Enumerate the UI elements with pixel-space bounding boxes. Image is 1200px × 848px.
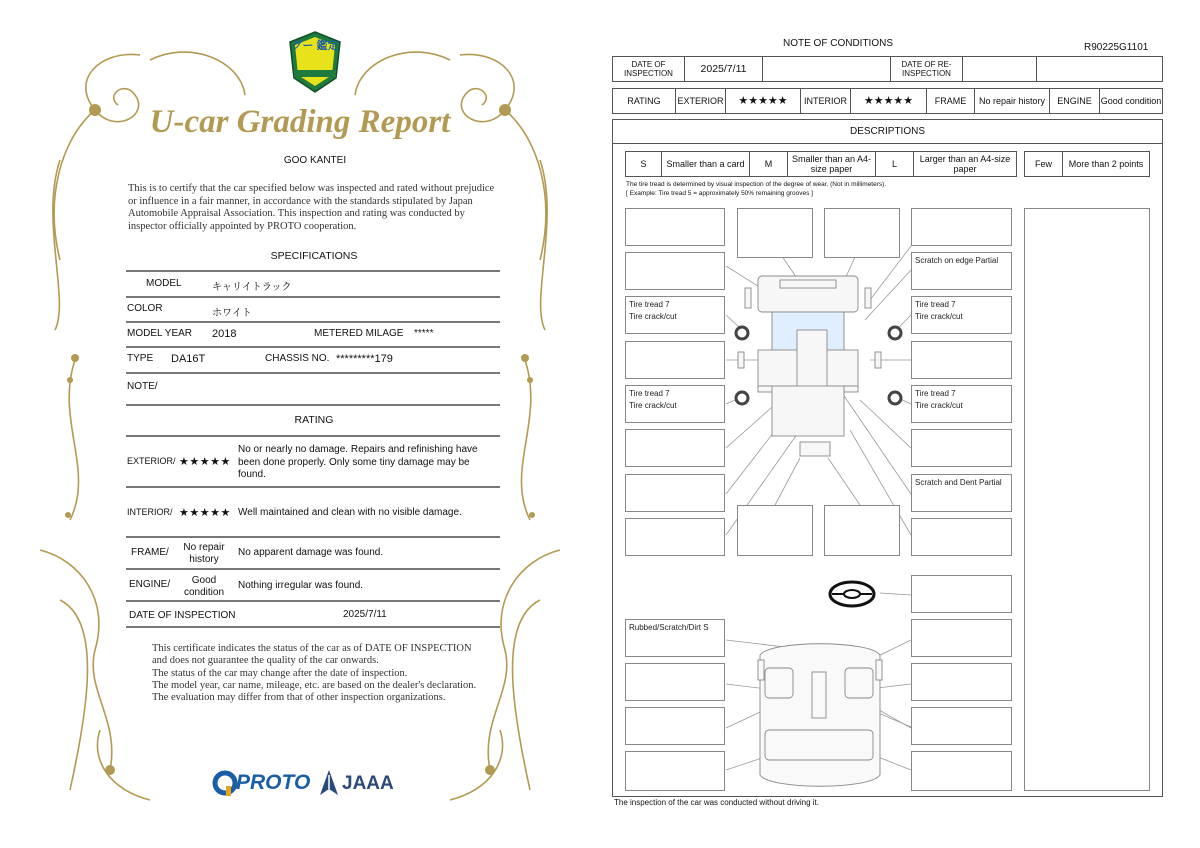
legend-text-s: Smaller than a card [662,152,750,176]
legend-key-few: Few [1025,152,1063,176]
note-left-front-tire-tread: Tire tread 7 [629,300,670,309]
note-box [824,505,900,556]
note-box [911,208,1012,246]
steering-wheel-icon [830,582,874,606]
date-label: DATE OF INSPECTION [613,57,685,81]
note-left-front-tire-crack: Tire crack/cut [629,312,677,321]
disclaimer-line: This certificate indicates the status of the car as of DATE OF INSPECTION and does not guarantee the quality of the car onwards. [152,643,472,667]
chassis-label: CHASSIS NO. [265,353,330,364]
note-box [625,208,725,246]
reinspection-label: DATE OF RE-INSPECTION [891,57,963,81]
note-box [625,296,725,334]
legend-text-m: Smaller than an A4-size paper [788,152,876,176]
frame-description: No apparent damage was found. [238,547,384,558]
report-id: R90225G1101 [1084,42,1149,53]
tire-note-line: The tire tread is determined by visual inspection of the degree of wear. (Not in millimeters). [626,181,887,188]
frame-value: No repair history [975,89,1050,113]
proto-logo: PROTO [236,771,311,794]
type-label: TYPE [127,353,154,364]
conditions-footer: The inspection of the car was conducted without driving it. [614,798,819,807]
color-label: COLOR [127,303,163,314]
note-box [911,429,1012,467]
report-title: U-car Grading Report [149,104,451,140]
note-box [911,707,1012,745]
legend-key-s: S [626,152,662,176]
note-box [625,619,725,657]
note-scratch-dent: Scratch and Dent Partial [915,478,1002,487]
note-box [911,252,1012,290]
frame-value: No repair history [183,542,225,565]
note-box [911,341,1012,379]
legend-key-l: L [876,152,914,176]
engine-label: ENGINE [1050,89,1100,113]
note-box [737,505,813,556]
note-box [911,575,1012,613]
model-year-label: MODEL YEAR [127,328,193,339]
note-box [625,429,725,467]
note-box [625,474,725,512]
exterior-label: EXTERIOR [676,89,726,113]
color-value: ホワイト [212,308,252,319]
model-value: キャリイトラック [212,282,292,293]
jaaa-logo-mark [318,769,340,797]
note-box [911,619,1012,657]
note-rubbed-scratch: Rubbed/Scratch/Dirt S [629,623,709,632]
chassis-value: *********179 [336,353,393,365]
exterior-description: No or nearly no damage. Repairs and refinishing have been done properly. Only some tiny damage may be found. [238,444,478,480]
note-scratch-edge: Scratch on edge Partial [915,256,999,265]
note-box [625,751,725,791]
date-of-inspection-value: 2025/7/11 [343,609,387,620]
note-box [911,518,1012,556]
note-box [911,751,1012,791]
interior-description: Well maintained and clean with no visible damage. [238,507,462,518]
legend-key-m: M [750,152,788,176]
note-box [625,385,725,423]
logo-text: グー 鑑定 [291,40,339,52]
note-box [911,663,1012,701]
disclaimer-line: The model year, car name, mileage, etc. are based on the dealer's declaration. [152,679,477,691]
note-box [625,252,725,290]
frame-label: FRAME [927,89,975,113]
rating-heading: RATING [294,414,334,426]
note-box [911,385,1012,423]
interior-label: INTERIOR/ [127,507,173,517]
note-box [625,341,725,379]
metered-mileage-value: ***** [414,328,434,339]
note-right-front-tire-crack: Tire crack/cut [915,312,963,321]
note-label: NOTE/ [127,381,158,392]
certificate-intro: This is to certify that the car specified below was inspected and rated without prejudice or influence in a fair manner, in accordance with the standards stipulated by Japan Automobile Appraisal Association. This inspection and rating was conducted by inspector officially appointed by PROTO cooperation. [128,183,495,232]
tire-note-line: [ Example: Tire tread 5 = approximately 50% remaining grooves ] [626,190,813,197]
note-box [824,208,900,258]
legend-text-l: Larger than an A4-size paper [919,153,1011,174]
model-year-value: 2018 [212,328,237,340]
disclaimer-line: The status of the car may change after the date of inspection. [152,667,408,679]
engine-description: Nothing irregular was found. [238,580,364,591]
note-box [911,296,1012,334]
type-value: DA16T [171,353,206,365]
note-right-rear-tire-tread: Tire tread 7 [915,389,956,398]
note-box [911,474,1012,512]
conditions-title: NOTE OF CONDITIONS [783,38,893,49]
date-value: 2025/7/11 [685,57,763,81]
interior-stars: ★★★★★ [851,89,927,113]
brand-name: GOO KANTEI [283,155,347,166]
note-right-front-tire-tread: Tire tread 7 [915,300,956,309]
note-box [625,663,725,701]
engine-value: Good condition [1100,95,1162,106]
rating-label: RATING [613,89,676,113]
interior-label: INTERIOR [801,89,851,113]
disclaimer-line: The evaluation may differ from that of other inspection organizations. [152,692,446,704]
interior-diagram [758,644,882,787]
note-left-rear-tire-crack: Tire crack/cut [629,401,677,410]
note-of-conditions [600,0,1200,848]
proto-logo-mark [212,770,238,798]
legend-text-few: More than 2 points [1068,158,1144,169]
jaaa-logo: JAAA [342,773,394,794]
model-label: MODEL [146,278,182,289]
exterior-label: EXTERIOR/ [127,456,176,466]
exterior-stars: ★★★★★ [179,456,231,468]
engine-label: ENGINE/ [129,579,171,590]
descriptions-heading: DESCRIPTIONS [613,120,1162,144]
metered-mileage-label: METERED MILAGE [314,328,404,339]
disclaimer [152,643,482,704]
frame-label: FRAME/ [131,547,169,558]
note-left-rear-tire-tread: Tire tread 7 [629,389,670,398]
interior-stars: ★★★★★ [179,507,231,519]
note-box [737,208,813,258]
engine-value: Good condition [183,575,225,598]
note-box [625,518,725,556]
date-of-inspection-label: DATE OF INSPECTION [129,610,236,621]
exterior-stars: ★★★★★ [726,89,801,113]
note-box [625,707,725,745]
specifications-heading: SPECIFICATIONS [270,250,358,262]
note-right-rear-tire-crack: Tire crack/cut [915,401,963,410]
